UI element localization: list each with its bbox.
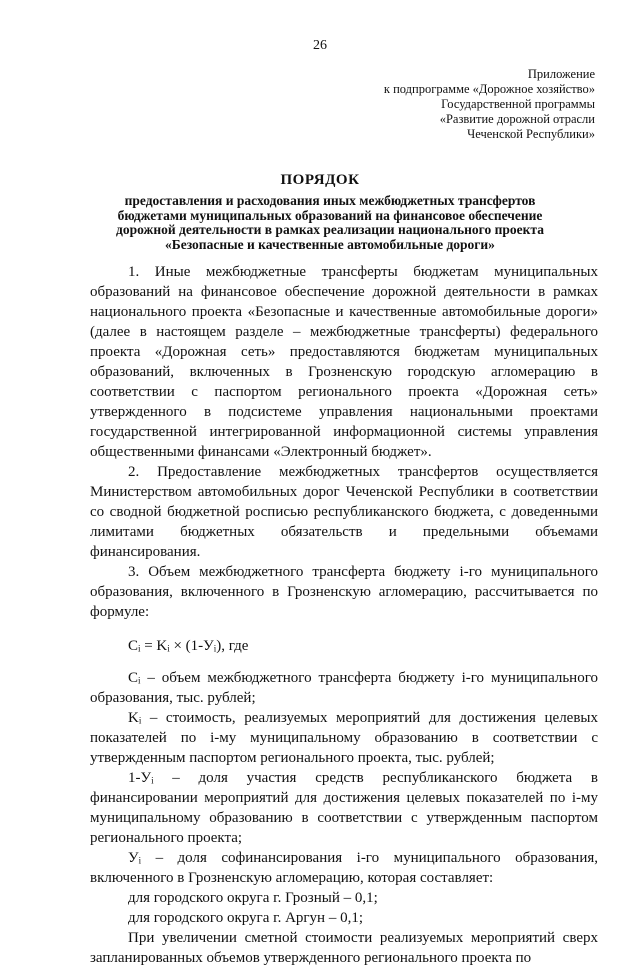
page-number: 26 (313, 38, 327, 53)
rate-argun: для городского округа г. Аргун – 0,1; (128, 910, 363, 926)
paragraph-3: 3. Объем межбюджетного трансферта бюджету i-го муниципального образования, включенного в Грозненскую агломерацию, рассчитывается по формуле: (90, 564, 598, 620)
definition-k: Kᵢ – стоимость, реализуемых мероприятий для достижения целевых показателей по i-му муниципальному образованию в соответствии с утвержденным паспортом регионального проекта, тыс. рублей; (90, 710, 598, 766)
appendix-block (384, 67, 595, 142)
document-body (90, 262, 598, 968)
paragraph-1: 1. Иные межбюджетные трансферты бюджетам муниципальных образований на финансовое обеспечение дорожной деятельности в рамках национального проекта «Безопасные и качественные автомобильные дороги» (далее в настоящем разделе – межбюджетные трансферты) федерального проекта «Дорожная сеть» предоставляются бюджетам муниципальных образований, включенных в Грозненскую городскую агломерацию в соответствии с паспортом регионального проекта «Дорожная сеть» утвержденного в подсистеме управления национальными проектами государственной интегрированной информационной системы управления общественными финансами «Электронный бюджет». (90, 264, 598, 460)
appendix-line: к подпрограмме «Дорожное хозяйство» (383, 82, 595, 96)
appendix-line: «Развитие дорожной отрасли (439, 112, 595, 126)
definition-1-y: 1-Уᵢ – доля участия средств республиканского бюджета в финансировании мероприятий для достижения целевых показателей по i-му муниципальному образованию в соответствии с утвержденным паспортом регионального проекта; (90, 770, 598, 846)
appendix-line: Чеченской Республики» (467, 127, 595, 141)
subtitle-line: дорожной деятельности в рамках реализации национального проекта (116, 222, 544, 237)
appendix-line: Приложение (527, 67, 595, 81)
subtitle-line: бюджетами муниципальных образований на финансовое обеспечение (117, 207, 543, 223)
subtitle-line: «Безопасные и качественные автомобильные дороги» (165, 236, 495, 252)
appendix-line: Государственной программы (441, 97, 595, 111)
paragraph-last: При увеличении сметной стоимости реализуемых мероприятий сверх запланированных объемов утвержденного регионального проекта по (90, 930, 598, 966)
document-title: ПОРЯДОК (280, 172, 360, 188)
rate-grozny: для городского округа г. Грозный – 0,1; (128, 890, 378, 906)
formula: Cᵢ = Kᵢ × (1-Уᵢ), где (128, 638, 249, 654)
definition-y: Уᵢ – доля софинансирования i-го муниципального образования, включенного в Грозненскую агломерацию, которая составляет: (90, 850, 598, 886)
definition-c: Cᵢ – объем межбюджетного трансферта бюджету i-го муниципального образования, тыс. рублей; (90, 670, 598, 706)
paragraph-2: 2. Предоставление межбюджетных трансфертов осуществляется Министерством автомобильных дорог Чеченской Республики в соответствии со сводной бюджетной росписью республиканского бюджета, с доведенными лимитами бюджетных обязательств и предельными объемами финансирования. (90, 464, 598, 560)
document-subtitle (100, 194, 560, 252)
subtitle-line: предоставления и расходования иных межбюджетных трансфертов (124, 193, 536, 208)
